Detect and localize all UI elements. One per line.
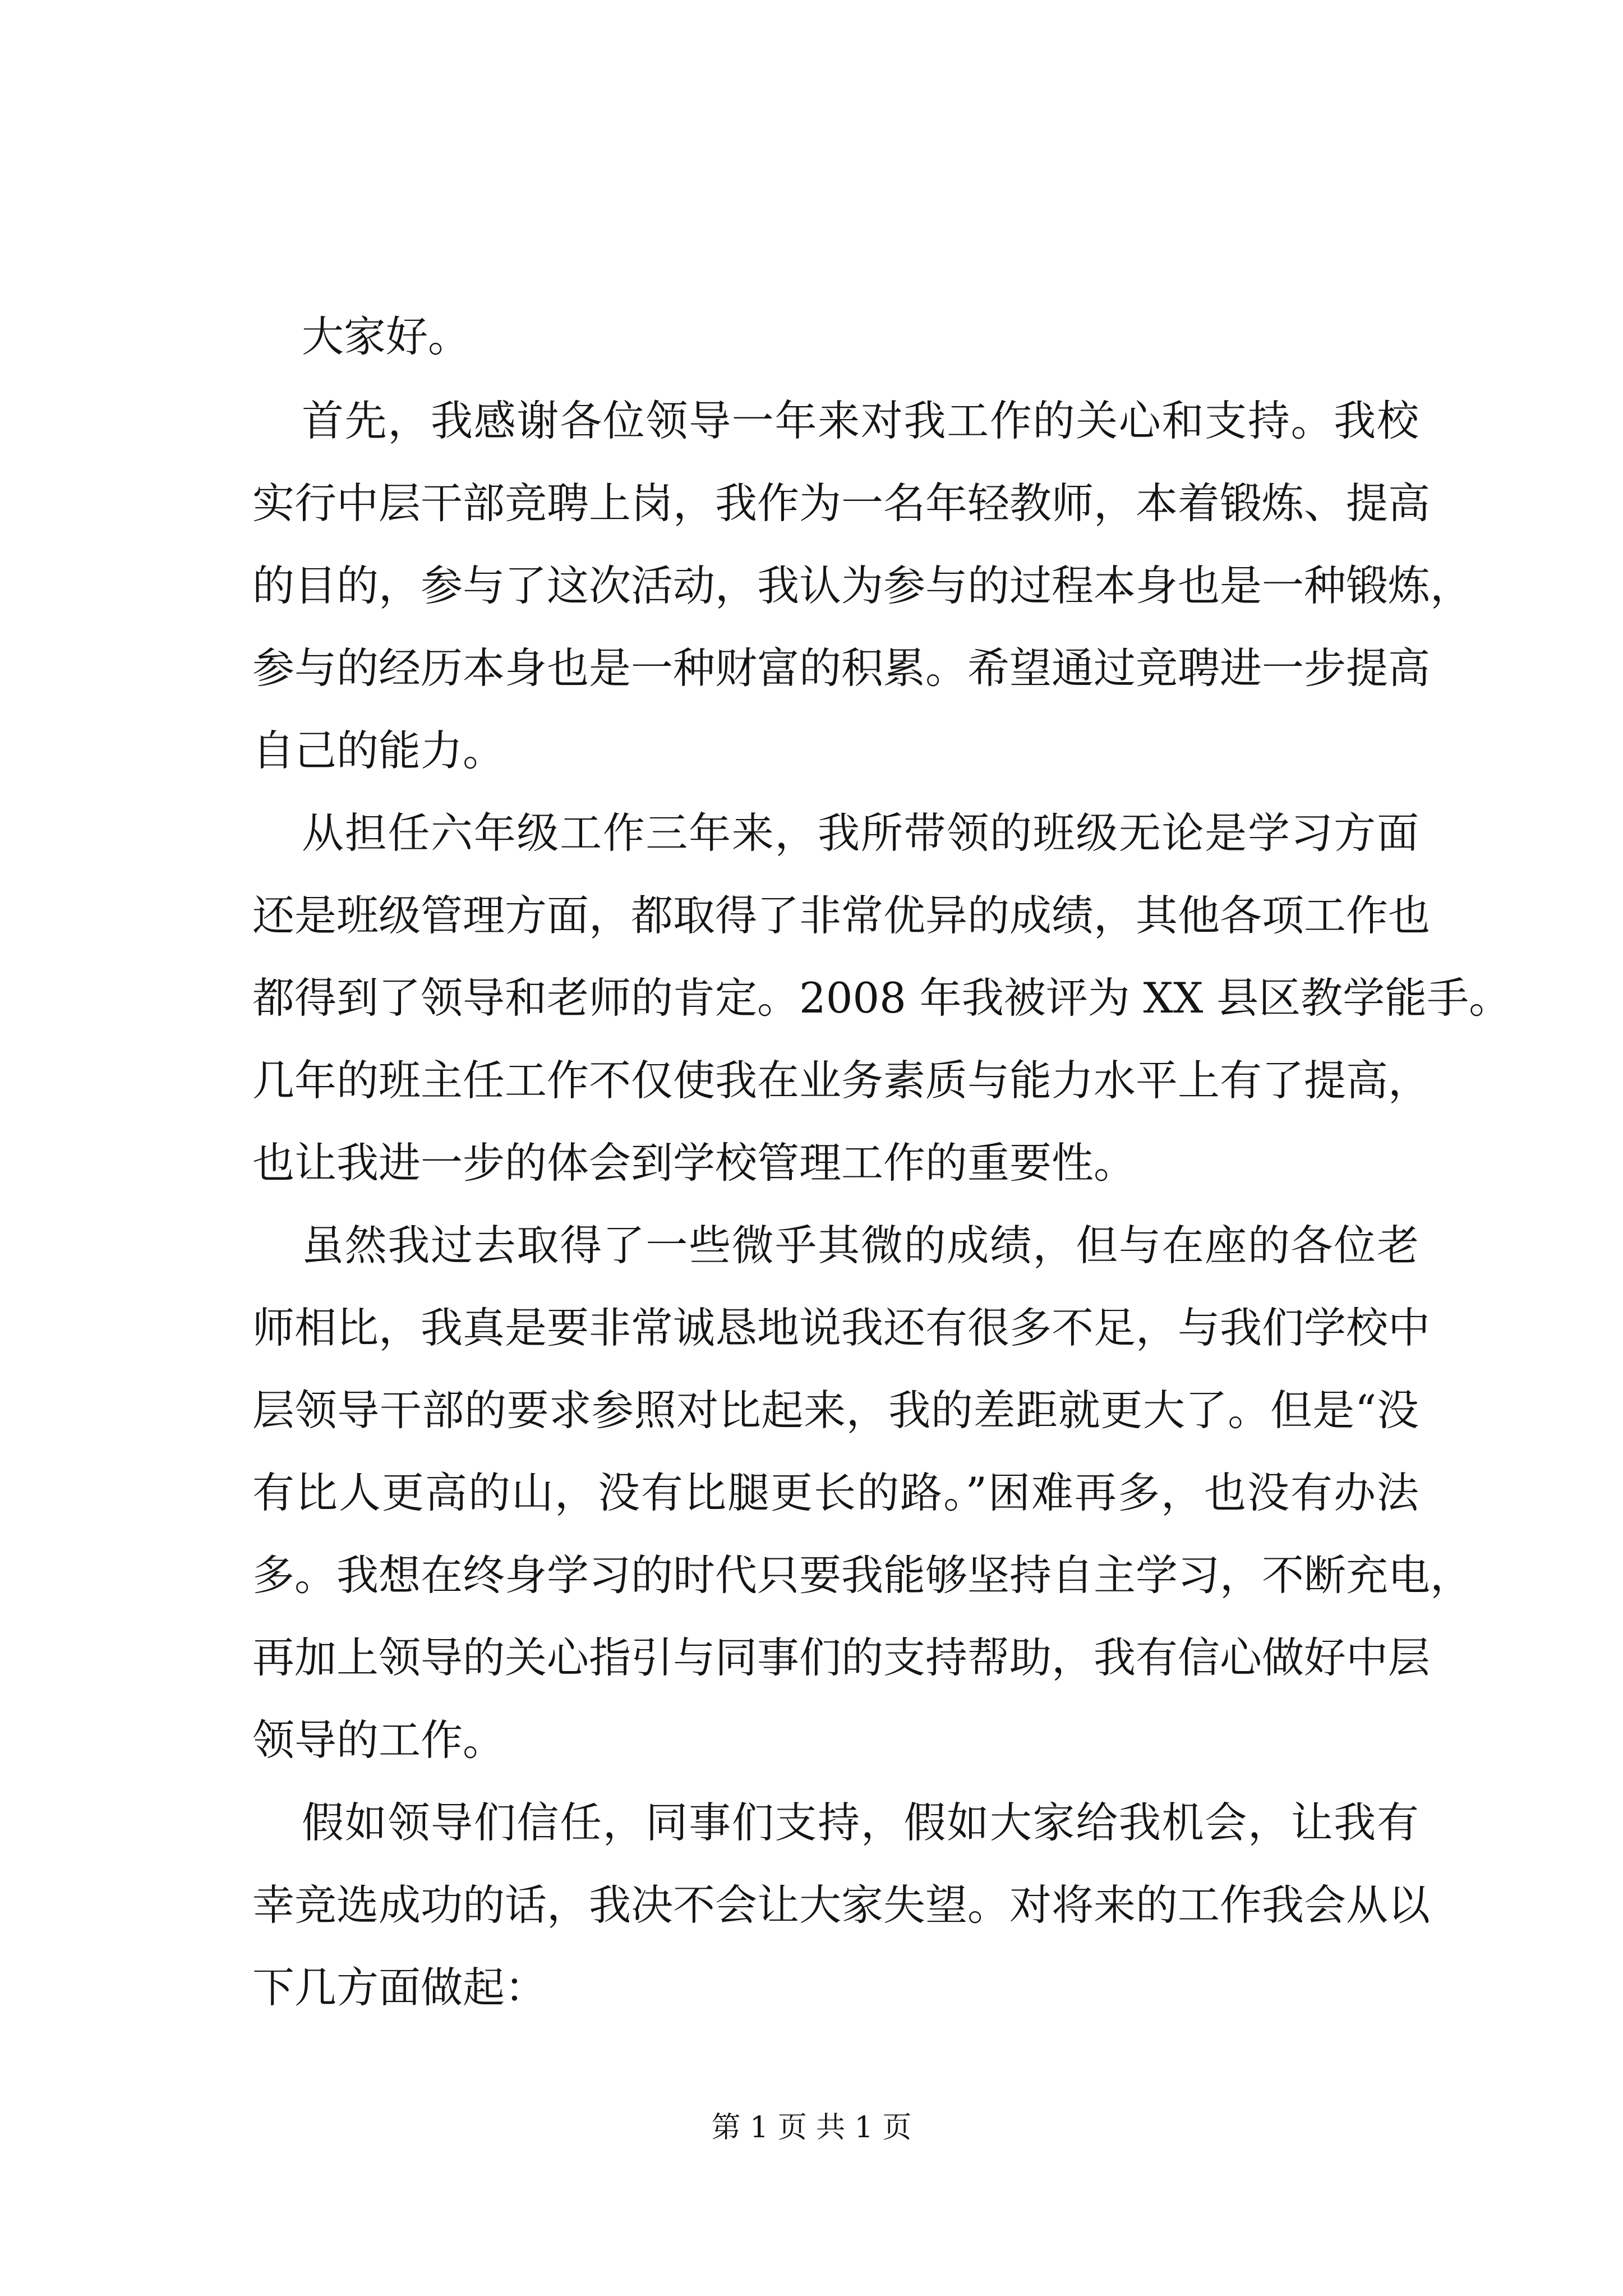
paragraph-line: 的目的，参与了这次活动，我认为参与的过程本身也是一种锻炼， (252, 561, 1473, 610)
paragraph-line: 参与的经历本身也是一种财富的积累。希望通过竞聘进一步提高 (252, 643, 1431, 693)
paragraph-line: 领导的工作。 (252, 1715, 505, 1765)
paragraph-line: 还是班级管理方面，都取得了非常优异的成绩，其他各项工作也 (252, 891, 1431, 940)
paragraph-line: 也让我进一步的体会到学校管理工作的重要性。 (252, 1138, 1136, 1188)
paragraph-line: 再加上领导的关心指引与同事们的支持帮助，我有信心做好中层 (252, 1633, 1431, 1682)
paragraph-line: 有比人更高的山，没有比腿更长的路。”困难再多，也没有办法 (252, 1468, 1419, 1517)
paragraph-line: 多。我想在终身学习的时代只要我能够坚持自主学习，不断充电， (252, 1550, 1473, 1600)
paragraph-line: 都得到了领导和老师的肯定。2008 年我被评为 XX 县区教学能手。 (252, 973, 1511, 1023)
paragraph-line: 幸竞选成功的话，我决不会让大家失望。对将来的工作我会从以 (252, 1880, 1431, 1930)
paragraph-line: 下几方面做起： (252, 1963, 547, 2012)
paragraph-line: 自己的能力。 (252, 726, 505, 775)
paragraph-line: 假如领导们信任，同事们支持，假如大家给我机会，让我有 (302, 1798, 1419, 1847)
paragraph-line: 几年的班主任工作不仅使我在业务素质与能力水平上有了提高， (252, 1056, 1431, 1105)
paragraph-line: 从担任六年级工作三年来，我所带领的班级无论是学习方面 (302, 808, 1419, 858)
paragraph-line: 虽然我过去取得了一些微乎其微的成绩，但与在座的各位老 (302, 1221, 1419, 1270)
paragraph-line: 大家好。 (302, 312, 471, 361)
paragraph-line: 师相比，我真是要非常诚恳地说我还有很多不足，与我们学校中 (252, 1303, 1431, 1352)
paragraph-line: 实行中层干部竞聘上岗，我作为一名年轻教师，本着锻炼、提高 (252, 478, 1431, 528)
page-number-footer: 第 1 页 共 1 页 (711, 2111, 912, 2145)
paragraph-line: 层领导干部的要求参照对比起来，我的差距就更大了。但是“没 (252, 1386, 1419, 1435)
paragraph-line: 首先，我感谢各位领导一年来对我工作的关心和支持。我校 (302, 396, 1419, 445)
